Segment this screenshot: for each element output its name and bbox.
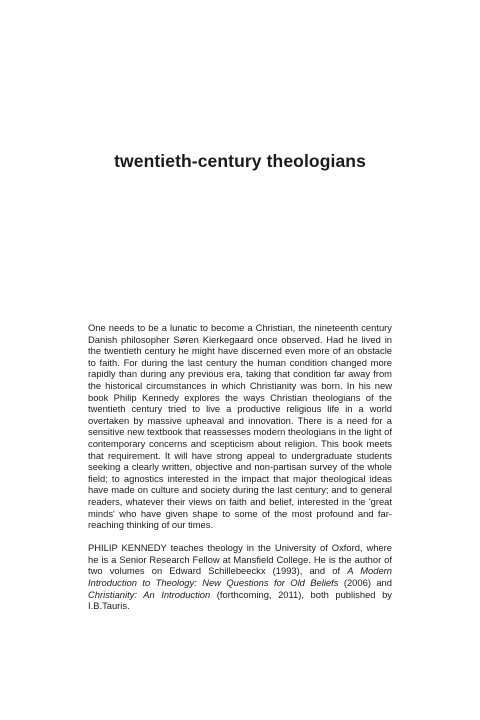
author-bio-text-3: (forthcoming, 2011), both published by I.B.Tauris. bbox=[88, 588, 392, 612]
back-cover-text bbox=[88, 322, 392, 612]
author-name: PHILIP KENNEDY bbox=[88, 542, 167, 554]
book-title: twentieth-century theologians bbox=[114, 151, 366, 171]
book-title-1: A Modern Introduction to Theology: New Questions for Old Beliefs bbox=[88, 565, 393, 588]
book-description: One needs to be a lunatic to become a Christian, the nineteenth century Danish philosopher Søren Kierkegaard once observed. Had he lived in the twentieth century he might have discerned even more of an obstacle to faith. For during the last century the human condition changed more rapidly than during any previous era, taking that condition far away from the historical circumstances in which Christianity was born. In his new book Philip Kennedy explores the ways Christian theologians of the twentieth century tried to live a productive religious life in a world overtaken by massive upheaval and innovation. There is a need for a sensitive new textbook that reassesses modern theologians in the light of contemporary concerns and scepticism about religion. This book meets that requirement. It will have strong appeal to undergraduate students seeking a clearly written, objective and non-partisan survey of the whole field; to agnostics interested in the impact that major theological ideas have made on culture and society during the last century; and to general readers, whatever their views on faith and belief, interested in the 'great minds' who have given shape to some of the most profound and far-reaching thinking of our times. bbox=[88, 322, 392, 531]
author-bio bbox=[88, 542, 392, 612]
author-bio-text-2: (2006) and bbox=[338, 576, 392, 588]
author-bio-text-1: teaches theology in the University of Oxford, where he is a Senior Research Fellow at Mansfield College. He is the author of two volumes on Edward Schillebeeckx (1993), and of bbox=[88, 542, 392, 577]
book-title-2: Christianity: An Introduction bbox=[88, 588, 211, 600]
